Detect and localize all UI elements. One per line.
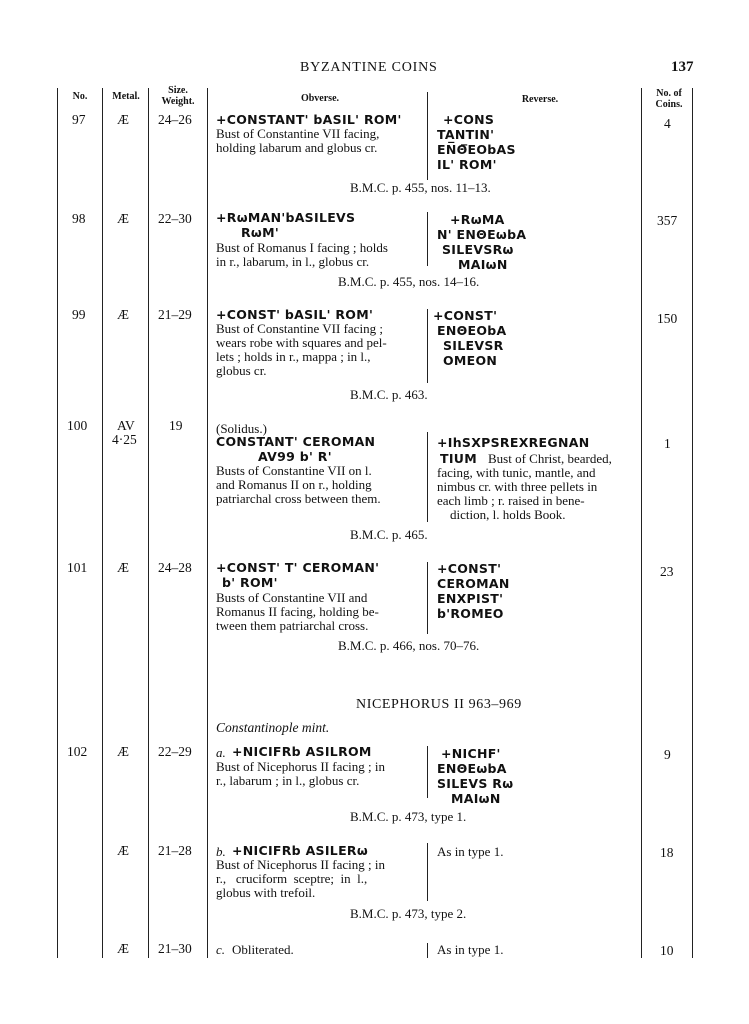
obverse-description: Busts of Constantine VII and — [216, 590, 368, 605]
entry-coin-count: 23 — [660, 564, 674, 579]
reverse-legend: MAIωN — [451, 791, 501, 806]
entry-size: 21–30 — [158, 941, 192, 956]
entry-size: 19 — [169, 418, 183, 433]
reverse-legend: +CONST' — [437, 561, 502, 576]
reverse-legend: CEROMAN — [437, 576, 510, 591]
entry-weight: 4·25 — [112, 432, 137, 447]
reverse-legend: +RωMA — [450, 212, 505, 227]
bmc-reference: B.M.C. p. 463. — [350, 387, 428, 402]
reverse-legend: TIUM — [440, 451, 477, 466]
type-label: a. — [216, 745, 226, 760]
reverse-description: As in type 1. — [437, 844, 504, 859]
entry-metal: Æ — [117, 560, 130, 575]
column-rule — [102, 88, 103, 958]
entry-coin-count: 10 — [660, 943, 674, 958]
column-rule — [207, 88, 208, 958]
obverse-reverse-divider — [427, 746, 428, 798]
bmc-reference: B.M.C. p. 473, type 2. — [350, 906, 467, 921]
obverse-reverse-divider — [427, 843, 428, 901]
entry-metal: Æ — [117, 307, 130, 322]
reverse-legend: +CONST' — [433, 308, 498, 323]
entry-metal: Æ — [117, 112, 130, 127]
obverse-description: wears robe with squares and pel- — [216, 335, 387, 350]
obverse-reverse-divider — [427, 432, 428, 522]
obverse-description: Obliterated. — [232, 942, 294, 957]
obverse-description: Bust of Romanus I facing ; holds — [216, 240, 388, 255]
type-label: b. — [216, 844, 226, 859]
reverse-legend: MAIωN — [458, 257, 508, 272]
reverse-legend: +NICHF' — [441, 746, 501, 761]
obverse-legend: AV99 b' R' — [258, 449, 332, 464]
obverse-description: Busts of Constantine VII on l. — [216, 463, 372, 478]
header-weight: Weight. — [161, 96, 195, 107]
reverse-legend: EN̅Θ̅EObAS — [437, 142, 516, 157]
bmc-reference: B.M.C. p. 465. — [350, 527, 428, 542]
column-rule — [57, 88, 58, 958]
entry-number: 99 — [72, 307, 86, 322]
header-coins-1: No. of — [656, 88, 682, 99]
obverse-description: r., cruciform sceptre; in l., — [216, 871, 368, 886]
obverse-description: and Romanus II on r., holding — [216, 477, 372, 492]
entry-size: 22–29 — [158, 744, 192, 759]
obverse-description: r., labarum ; in l., globus cr. — [216, 773, 360, 788]
entry-metal: Æ — [117, 941, 130, 956]
mint-heading: Constantinople mint. — [216, 720, 330, 735]
type-label: c. — [216, 942, 226, 957]
obverse-legend: +CONST' bASIL' ROM' — [216, 307, 374, 322]
reverse-legend: SILEVS Rω — [437, 776, 514, 791]
page-number: 137 — [671, 59, 694, 75]
reverse-description: each limb ; r. raised in bene- — [437, 493, 585, 508]
reverse-description: As in type 1. — [437, 942, 504, 957]
entry-metal: Æ — [117, 843, 130, 858]
entry-coin-count: 18 — [660, 845, 674, 860]
reverse-legend: OMEON — [443, 353, 498, 368]
entry-metal: AV — [117, 418, 135, 433]
reverse-description: diction, l. holds Book. — [450, 507, 566, 522]
reverse-legend: b'ROMEO — [437, 606, 504, 621]
reverse-legend: IL' ROM' — [437, 157, 497, 172]
reverse-legend: ENXPIST' — [437, 591, 504, 606]
reverse-legend: ENΘEωbA — [437, 761, 507, 776]
obverse-legend: +NICIFRb ASILERω — [232, 843, 368, 858]
entry-number: 98 — [72, 211, 86, 226]
obverse-description: holding labarum and globus cr. — [216, 140, 378, 155]
obverse-description: Bust of Constantine VII facing, — [216, 126, 380, 141]
entry-metal: Æ — [117, 744, 130, 759]
entry-number: 100 — [67, 418, 88, 433]
header-coins-2: Coins. — [655, 99, 683, 110]
reverse-legend: ENΘEObA — [437, 323, 507, 338]
obverse-description: in r., labarum, in l., globus cr. — [216, 254, 370, 269]
running-title: BYZANTINE COINS — [300, 60, 438, 75]
obverse-description: patriarchal cross between them. — [216, 491, 381, 506]
reverse-legend: N' ENΘEωbA — [437, 227, 527, 242]
entry-coin-count: 357 — [657, 213, 678, 228]
bmc-reference: B.M.C. p. 455, nos. 14–16. — [338, 274, 480, 289]
entry-number: 97 — [72, 112, 86, 127]
entry-size: 21–28 — [158, 843, 192, 858]
entry-coin-count: 1 — [664, 436, 671, 451]
entry-coin-count: 4 — [664, 116, 671, 131]
reverse-legend: SILEVSRω — [442, 242, 514, 257]
reverse-legend: +CONS — [443, 112, 495, 127]
reverse-legend: +IhSXPSREXREGNAN — [437, 435, 590, 450]
obverse-description: lets ; holds in r., mappa ; in l., — [216, 349, 371, 364]
obverse-legend: b' ROM' — [222, 575, 278, 590]
obverse-legend: +NICIFRb ASILROM — [232, 744, 372, 759]
entry-coin-count: 9 — [664, 747, 671, 762]
reverse-legend: SILEVSR — [443, 338, 504, 353]
header-metal: Metal. — [112, 91, 140, 102]
obverse-reverse-divider — [427, 309, 428, 383]
obverse-description: Romanus II facing, holding be- — [216, 604, 379, 619]
entry-number: 102 — [67, 744, 88, 759]
obverse-legend: +RωMAN'bASILEVS — [216, 210, 356, 225]
column-rule — [148, 88, 149, 958]
obverse-reverse-divider — [427, 212, 428, 266]
section-title: NICEPHORUS II 963–969 — [356, 697, 522, 712]
obverse-reverse-divider — [427, 562, 428, 634]
header-no: No. — [72, 91, 88, 102]
column-rule — [692, 88, 693, 958]
column-rule — [641, 88, 642, 958]
reverse-description: facing, with tunic, mantle, and — [437, 465, 596, 480]
obverse-description: Bust of Constantine VII facing ; — [216, 321, 383, 336]
entry-metal: Æ — [117, 211, 130, 226]
entry-number: 101 — [67, 560, 88, 575]
header-obverse: Obverse. — [300, 93, 340, 104]
reverse-description: nimbus cr. with three pellets in — [437, 479, 598, 494]
reverse-legend: TANTIN' — [437, 127, 495, 142]
obverse-description: globus cr. — [216, 363, 267, 378]
obverse-description: tween them patriarchal cross. — [216, 618, 369, 633]
entry-size: 21–29 — [158, 307, 192, 322]
obverse-description: Bust of Nicephorus II facing ; in — [216, 759, 385, 774]
header-size: Size. — [168, 85, 188, 96]
obverse-reverse-divider — [427, 943, 428, 958]
obverse-legend: RωM' — [241, 225, 279, 240]
bmc-reference: B.M.C. p. 466, nos. 70–76. — [338, 638, 480, 653]
header-reverse: Reverse. — [521, 94, 559, 105]
entry-size: 24–28 — [158, 560, 192, 575]
bmc-reference: B.M.C. p. 455, nos. 11–13. — [350, 180, 491, 195]
reverse-description: Bust of Christ, bearded, — [488, 451, 612, 466]
obverse-description: globus with trefoil. — [216, 885, 316, 900]
bmc-reference: B.M.C. p. 473, type 1. — [350, 809, 467, 824]
obverse-note: (Solidus.) — [216, 421, 267, 436]
entry-size: 24–26 — [158, 112, 192, 127]
obverse-description: Bust of Nicephorus II facing ; in — [216, 857, 385, 872]
entry-size: 22–30 — [158, 211, 192, 226]
obverse-legend: CONSTANT' CEROMAN — [216, 434, 376, 449]
obverse-reverse-divider — [427, 92, 428, 180]
entry-coin-count: 150 — [657, 311, 678, 326]
obverse-legend: +CONSTANT' bASIL' ROM' — [216, 112, 402, 127]
obverse-legend: +CONST' T' CEROMAN' — [216, 560, 380, 575]
